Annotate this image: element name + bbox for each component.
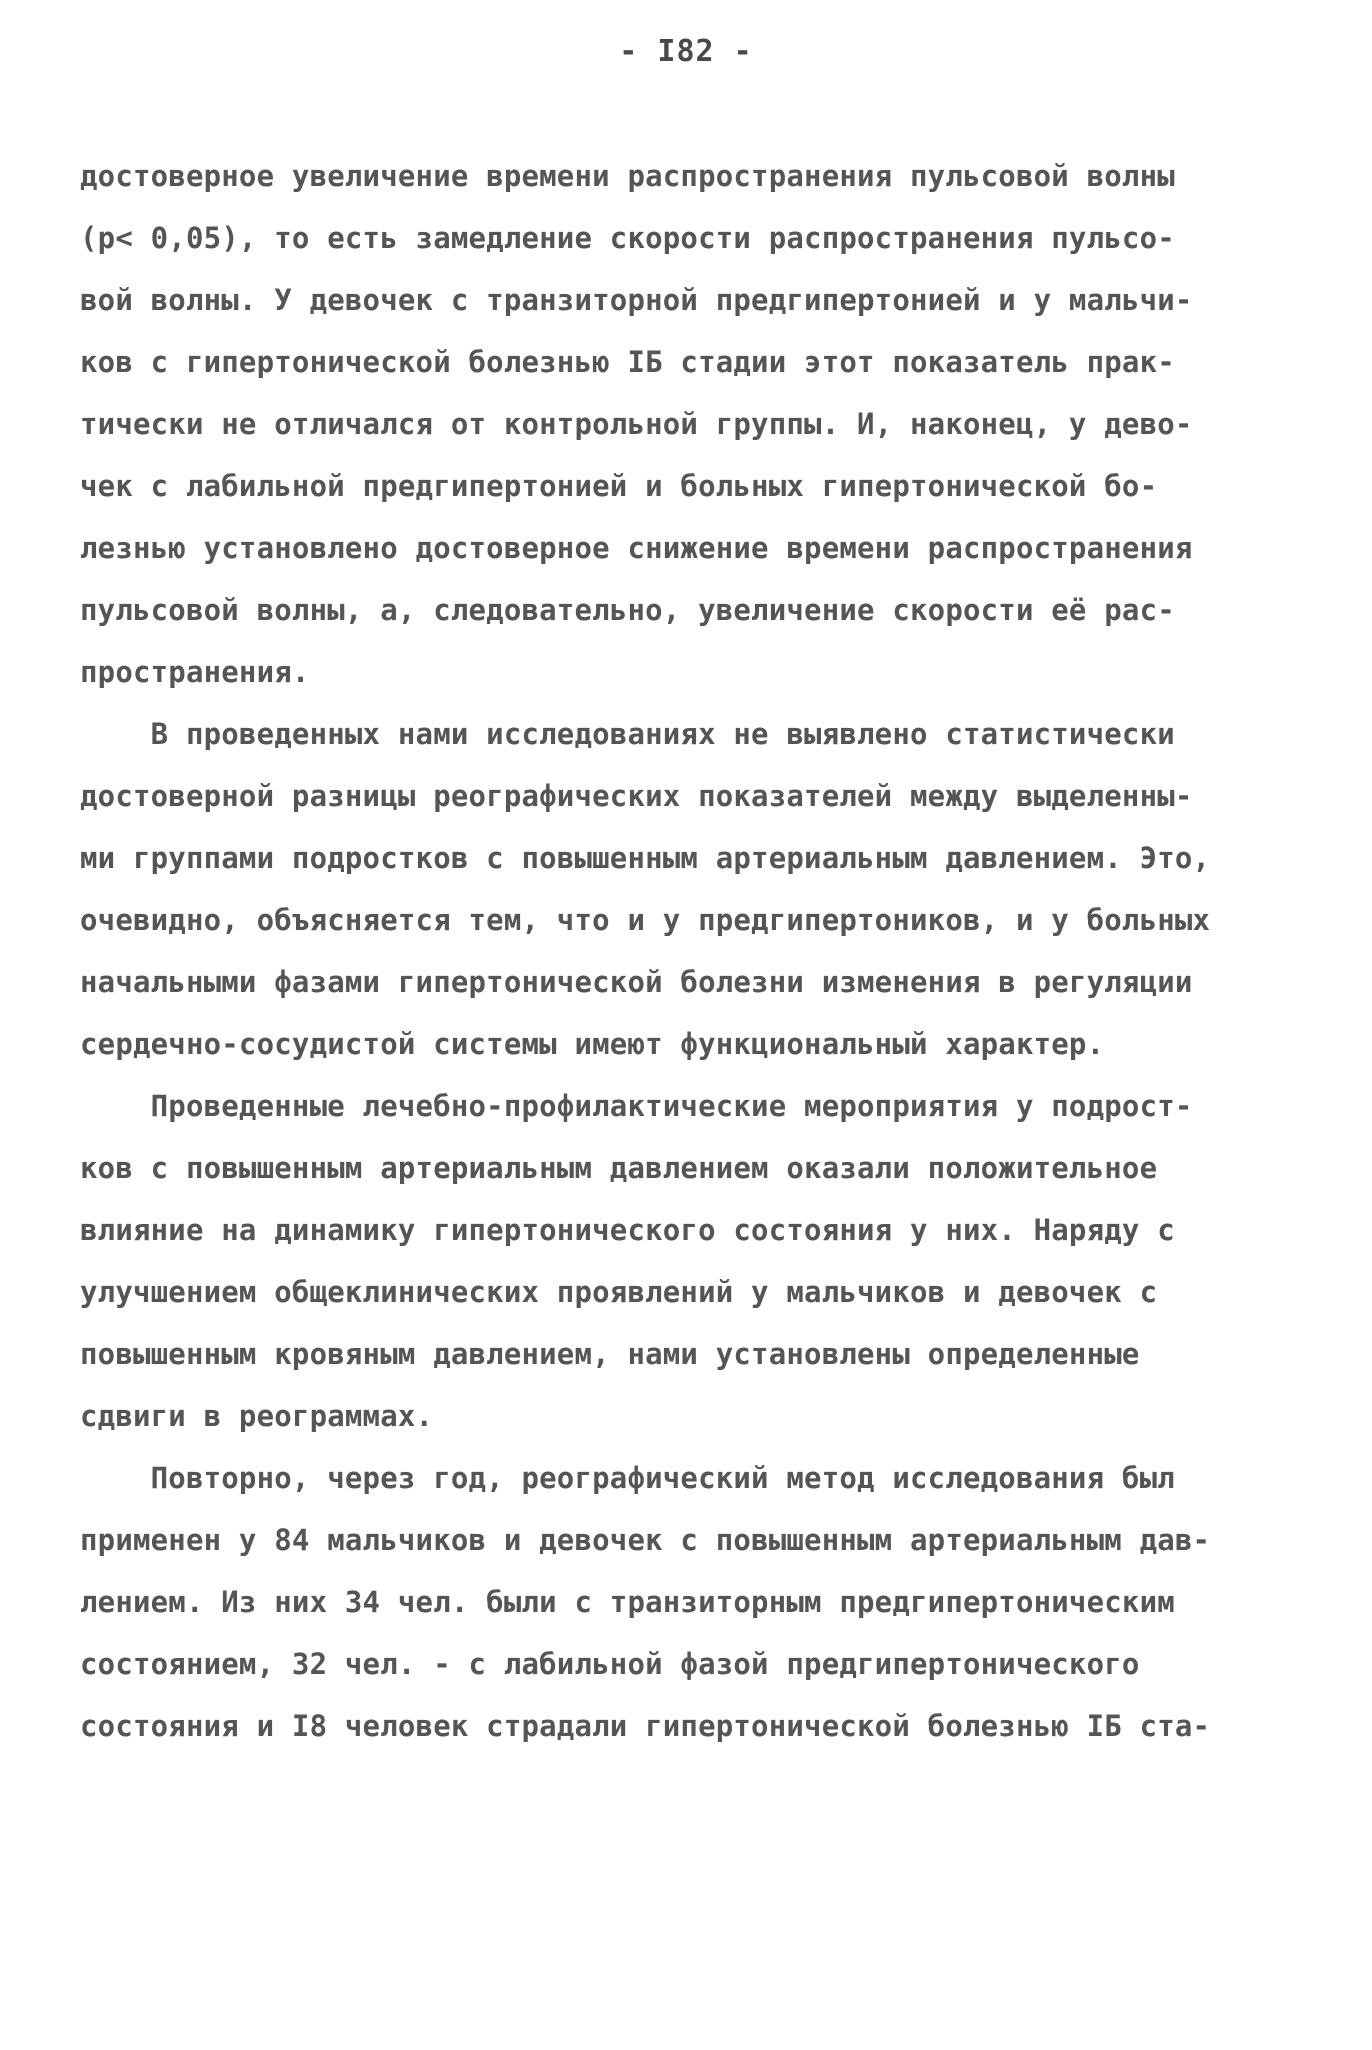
paragraph bbox=[80, 703, 1310, 1075]
text-line: очевидно, объясняется тем, что и у предгипертоников, и у больных bbox=[80, 903, 1211, 937]
paragraph bbox=[80, 1075, 1310, 1447]
text-line: сдвиги в реограммах. bbox=[80, 1399, 434, 1433]
text-line: состоянием, 32 чел. - с лабильной фазой предгипертонического bbox=[80, 1647, 1140, 1681]
text-line: ков с гипертонической болезнью IБ стадии этот показатель прак- bbox=[80, 345, 1175, 379]
text-line: ми группами подростков с повышенным артериальным давлением. Это, bbox=[80, 841, 1211, 875]
text-line: лением. Из них 34 чел. были с транзиторным предгипертоническим bbox=[80, 1585, 1175, 1619]
text-line: сердечно-сосудистой системы имеют функциональный характер. bbox=[80, 1027, 1105, 1061]
text-line: вой волны. У девочек с транзиторной предгипертонией и у мальчи- bbox=[80, 283, 1193, 317]
text-line: повышенным кровяным давлением, нами установлены определенные bbox=[80, 1337, 1140, 1371]
text-line: ков с повышенным артериальным давлением оказали положительное bbox=[80, 1151, 1158, 1185]
text-line: достоверной разницы реографических показателей между выделенны- bbox=[80, 779, 1193, 813]
text-line: Проведенные лечебно-профилактические мероприятия у подрост- bbox=[80, 1089, 1193, 1123]
text-line: тически не отличался от контрольной группы. И, наконец, у дево- bbox=[80, 407, 1193, 441]
text-line: (р< 0,05), то есть замедление скорости распространения пульсо- bbox=[80, 221, 1175, 255]
text-line: В проведенных нами исследованиях не выявлено статистически bbox=[80, 717, 1175, 751]
text-line: улучшением общеклинических проявлений у мальчиков и девочек с bbox=[80, 1275, 1158, 1309]
paragraph bbox=[80, 145, 1310, 703]
text-line: Повторно, через год, реографический метод исследования был bbox=[80, 1461, 1175, 1495]
paragraph bbox=[80, 1447, 1310, 1757]
page-number: - I82 - bbox=[619, 34, 753, 69]
body-text bbox=[80, 145, 1310, 1757]
text-line: пульсовой волны, а, следовательно, увеличение скорости её рас- bbox=[80, 593, 1175, 627]
text-line: пространения. bbox=[80, 655, 310, 689]
text-line: состояния и I8 человек страдали гипертонической болезнью IБ ста- bbox=[80, 1709, 1211, 1743]
text-line: влияние на динамику гипертонического состояния у них. Наряду с bbox=[80, 1213, 1175, 1247]
text-line: лезнью установлено достоверное снижение времени распространения bbox=[80, 531, 1193, 565]
text-line: применен у 84 мальчиков и девочек с повышенным артериальным дав- bbox=[80, 1523, 1211, 1557]
text-line: начальными фазами гипертонической болезни изменения в регуляции bbox=[80, 965, 1193, 999]
text-line: достоверное увеличение времени распространения пульсовой волны bbox=[80, 159, 1175, 193]
text-line: чек с лабильной предгипертонией и больных гипертонической бо- bbox=[80, 469, 1158, 503]
